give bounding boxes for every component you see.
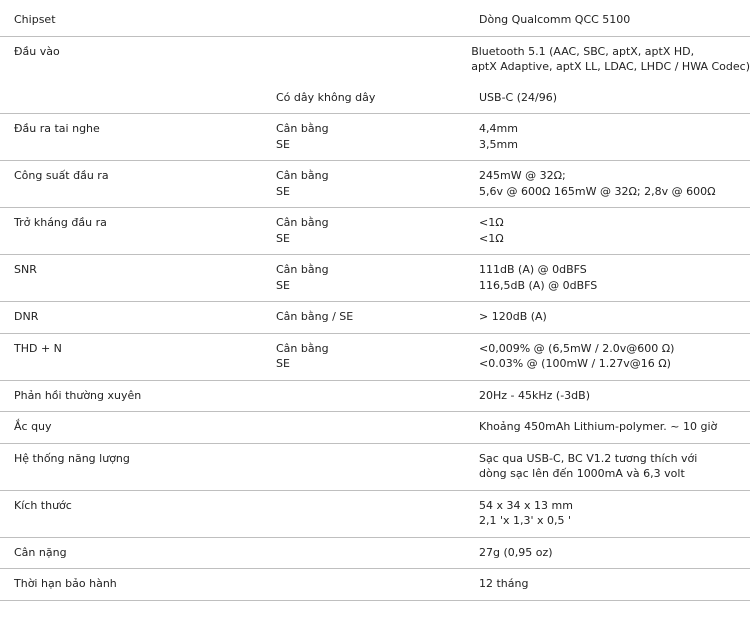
- spec-variant: [262, 334, 466, 380]
- spec-value: [466, 491, 750, 537]
- spec-value: [466, 302, 750, 333]
- spec-value-text: <0.03% @ (100mW / 1.27v@16 Ω): [479, 357, 671, 370]
- spec-name: [0, 302, 262, 333]
- spec-name: [0, 444, 262, 490]
- spec-value: [458, 37, 750, 83]
- table-row: [0, 5, 750, 37]
- spec-variant: [258, 37, 459, 83]
- spec-variant: [262, 114, 466, 160]
- spec-name: [0, 412, 262, 443]
- spec-variant-text: Cân bằng: [276, 169, 329, 182]
- table-row: [0, 491, 750, 538]
- spec-value-text: USB-C (24/96): [479, 90, 558, 104]
- spec-name: [0, 569, 262, 600]
- spec-name-text: Cân nặng: [14, 545, 67, 559]
- spec-variant-text: SE: [276, 184, 290, 198]
- spec-name-text: Thời hạn bảo hành: [14, 577, 117, 590]
- spec-name: [0, 5, 262, 36]
- spec-value: [466, 334, 750, 380]
- spec-value-text: 20Hz - 45kHz (-3dB): [479, 388, 590, 402]
- spec-name-text: SNR: [14, 263, 37, 276]
- spec-variant-text: SE: [276, 278, 290, 292]
- spec-value-text: <0,009% @ (6,5mW / 2.0v@600 Ω): [479, 341, 675, 355]
- spec-value-text: 54 x 34 x 13 mm: [479, 498, 573, 512]
- spec-name: [0, 114, 262, 160]
- spec-value: [466, 538, 750, 569]
- spec-value-text: > 120dB (A): [479, 310, 547, 323]
- spec-name-text: Đầu vào: [14, 44, 60, 58]
- spec-value: [466, 161, 750, 207]
- spec-variant: [262, 208, 466, 254]
- spec-value-text: 12 tháng: [479, 577, 529, 590]
- spec-variant-text: Có dây không dây: [276, 90, 376, 104]
- spec-variant-text: SE: [276, 137, 290, 151]
- table-row: [0, 569, 750, 601]
- spec-value-text: 116,5dB (A) @ 0dBFS: [479, 278, 598, 292]
- spec-variant: [262, 5, 466, 36]
- spec-variant: [262, 444, 466, 490]
- table-row: [0, 412, 750, 444]
- spec-value: [466, 5, 750, 36]
- spec-value: [466, 255, 750, 301]
- spec-variant-text: Cân bằng / SE: [276, 310, 354, 323]
- spec-value: [466, 444, 750, 490]
- spec-value: [466, 208, 750, 254]
- table-row: [0, 255, 750, 302]
- spec-name: [0, 208, 262, 254]
- spec-variant: [262, 255, 466, 301]
- table-row: [0, 302, 750, 334]
- spec-value: [466, 412, 750, 443]
- spec-variant-text: SE: [276, 231, 290, 245]
- spec-value-text: Dòng Qualcomm QCC 5100: [479, 13, 631, 26]
- spec-variant: [262, 491, 466, 537]
- spec-name: [0, 334, 262, 380]
- spec-name-text: Đầu ra tai nghe: [14, 122, 100, 135]
- table-row: [0, 444, 750, 491]
- spec-name-text: Kích thước: [14, 498, 72, 512]
- spec-value-text: 27g (0,95 oz): [479, 545, 553, 559]
- spec-name-text: DNR: [14, 310, 39, 323]
- spec-name: [0, 491, 262, 537]
- spec-name: [0, 381, 262, 412]
- spec-variant-text: Cân bằng: [276, 341, 329, 355]
- table-row: [0, 381, 750, 413]
- spec-name-text: Phản hồi thường xuyên: [14, 388, 142, 402]
- spec-name: [0, 161, 262, 207]
- table-row: [0, 83, 750, 115]
- spec-variant: [262, 161, 466, 207]
- spec-name-text: Hệ thống năng lượng: [14, 451, 130, 465]
- spec-value: [466, 381, 750, 412]
- spec-variant-text: Cân bằng: [276, 216, 329, 229]
- spec-name-text: Ắc quy: [14, 420, 52, 433]
- spec-name: [0, 255, 262, 301]
- spec-variant: [262, 83, 466, 114]
- spec-name-text: Trở kháng đầu ra: [14, 216, 107, 229]
- table-row: [0, 208, 750, 255]
- spec-name-text: THD + N: [14, 341, 62, 355]
- spec-value-text: <1Ω: [479, 231, 504, 245]
- spec-variant: [262, 538, 466, 569]
- spec-name: [0, 37, 258, 83]
- spec-value-text: Sạc qua USB-C, BC V1.2 tương thích với: [479, 451, 698, 465]
- spec-variant: [262, 302, 466, 333]
- table-row: [0, 161, 750, 208]
- spec-value-text: 2,1 'x 1,3' x 0,5 ': [479, 514, 572, 527]
- spec-value-text: 5,6v @ 600Ω 165mW @ 32Ω; 2,8v @ 600Ω: [479, 184, 716, 198]
- spec-variant-text: Cân bằng: [276, 122, 329, 135]
- spec-value-text: <1Ω: [479, 216, 504, 229]
- spec-name: [0, 83, 262, 114]
- spec-name-text: Chipset: [14, 13, 56, 26]
- spec-value-text: Khoảng 450mAh Lithium-polymer. ~ 10 giờ: [479, 420, 718, 433]
- spec-value-text: 3,5mm: [479, 137, 518, 151]
- spec-value-text: aptX Adaptive, aptX LL, LDAC, LHDC / HWA Codec): [471, 60, 750, 73]
- spec-value-text: dòng sạc lên đến 1000mA và 6,3 volt: [479, 467, 685, 480]
- table-row: [0, 334, 750, 381]
- spec-value: [466, 114, 750, 160]
- spec-value-text: 4,4mm: [479, 122, 518, 135]
- spec-name-text: Công suất đầu ra: [14, 169, 109, 182]
- spec-value-text: 111dB (A) @ 0dBFS: [479, 263, 587, 276]
- spec-name: [0, 538, 262, 569]
- spec-variant: [262, 412, 466, 443]
- spec-value: [466, 569, 750, 600]
- spec-value: [466, 83, 750, 114]
- spec-variant: [262, 381, 466, 412]
- spec-variant-text: Cân bằng: [276, 263, 329, 276]
- table-row: [0, 538, 750, 570]
- spec-variant-text: SE: [276, 357, 290, 370]
- spec-value-text: 245mW @ 32Ω;: [479, 169, 566, 182]
- table-row: [0, 114, 750, 161]
- table-row: [0, 37, 750, 83]
- spec-variant: [262, 569, 466, 600]
- spec-value-text: Bluetooth 5.1 (AAC, SBC, aptX, aptX HD,: [471, 44, 695, 58]
